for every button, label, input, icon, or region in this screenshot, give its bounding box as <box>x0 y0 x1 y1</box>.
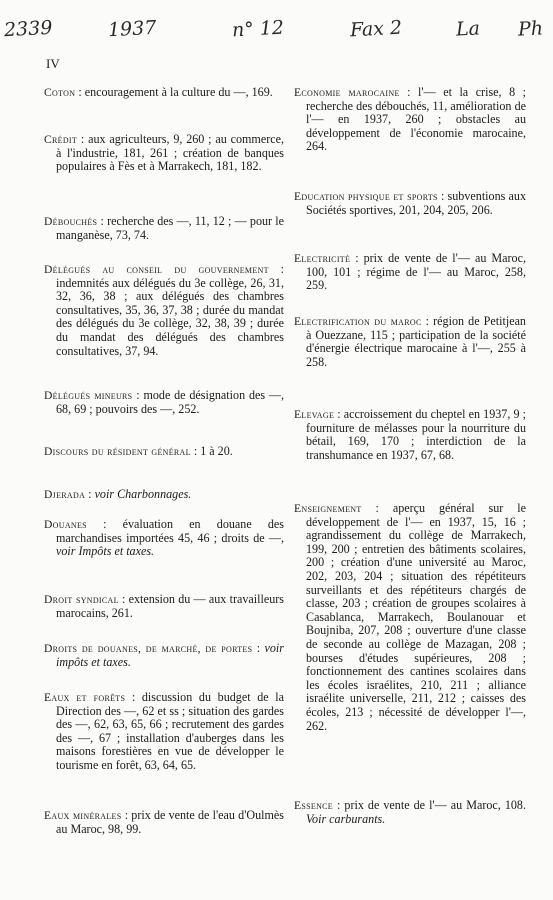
entry-heading: Eaux et forêts <box>44 691 126 704</box>
entry-cross-reference: voir Charbonnages. <box>94 487 192 501</box>
entry-heading: Délégués mineurs <box>44 389 133 402</box>
index-entry <box>44 642 284 669</box>
entry-heading: Droit syndical <box>44 593 119 606</box>
annotation-la: La <box>455 17 481 41</box>
entry-text: : encouragement à la culture du —, 169. <box>75 85 273 99</box>
entry-heading: Essence <box>294 799 333 812</box>
entry-heading: Economie marocaine <box>294 86 400 99</box>
annotation-year: 1937 <box>107 16 157 42</box>
index-entry <box>44 445 284 459</box>
entry-heading: Eaux minérales <box>44 809 122 822</box>
index-entry <box>44 215 284 242</box>
entry-heading: Droits de douanes, de marché, de portes <box>44 642 253 655</box>
entry-text: : évaluation en douane des marchandises importées 45, 46 ; droits de —, <box>56 517 284 545</box>
page-number: IV <box>46 56 60 71</box>
entry-text: : prix de vente de l'— au Maroc, 108. <box>332 798 526 812</box>
entry-cross-reference: Voir carburants. <box>306 811 386 826</box>
entry-heading: Douanes <box>44 518 87 531</box>
entry-heading: Discours du résident général <box>44 445 191 458</box>
index-entry <box>294 190 526 217</box>
entry-text: : aux agriculteurs, 9, 260 ; au commerce, à l'industrie, 181, 261 ; création de banques populaires à Fès et à Marrakech, 181, 182. <box>56 132 284 174</box>
index-entry <box>44 593 284 620</box>
entry-text: : <box>252 641 265 655</box>
index-entry <box>294 502 526 733</box>
entry-text: : subventions aux Sociétés sportives, 201, 204, 205, 206. <box>306 189 526 217</box>
index-entry <box>294 252 526 293</box>
index-entry <box>44 518 284 559</box>
entry-heading: Electricité <box>294 252 351 265</box>
annotation-number: 2339 <box>3 16 53 42</box>
entry-heading: Elevage <box>294 408 335 421</box>
index-entry <box>294 799 526 826</box>
entry-text: : accroissement du cheptel en 1937, 9 ; fourniture de mélasses pour la nourriture du bétail, 169, 170 ; interdiction de la transhumance en 1937, 67, 68. <box>306 407 526 462</box>
entry-text: : extension du — aux travailleurs marocains, 261. <box>56 592 284 620</box>
entry-heading: Délégués au conseil du gouvernement <box>44 263 269 276</box>
entry-text: : recherche des —, 11, 12 ; — pour le manganèse, 73, 74. <box>56 214 284 242</box>
entry-heading: Coton <box>44 86 76 99</box>
annotation-fax: Fax 2 <box>349 16 403 42</box>
entry-text: : <box>85 487 95 501</box>
index-entry <box>44 86 284 100</box>
index-entry <box>44 133 284 174</box>
entry-heading: Crédit <box>44 133 78 146</box>
entry-cross-reference: voir Impôts et taxes. <box>56 544 155 559</box>
entry-text: : indemnités aux délégués du 3e collège, 26, 31, 32, 36, 38 ; aux délégués des chambres consultatives, 35, 36, 37, 38 ; durée du mandat des délégués du 3e collège, 32, 38, 39 ; durée du mandat des délégués des chambres consultatives, 37, 94. <box>56 262 284 358</box>
annotation-issue: n° 12 <box>231 16 285 42</box>
index-entry <box>44 809 284 836</box>
entry-heading: Electrification du maroc <box>294 315 422 328</box>
entry-text: : 1 à 20. <box>190 444 233 458</box>
index-entry <box>294 408 526 462</box>
entry-cross-reference: voir impôts et taxes. <box>56 641 284 669</box>
entry-heading: Enseignement <box>294 502 362 515</box>
entry-text: : discussion du budget de la Direction des —, 62 et ss ; situation des gardes des —, 62, 63, 65, 66 ; recrutement des gardes des —, 67 ; installation d'auberges dans les maisons forestières en vue de développer le tourisme en forêt, 63, 64, 65. <box>56 690 284 772</box>
index-entry <box>294 86 526 154</box>
index-entry <box>44 691 284 773</box>
entry-text: : prix de vente de l'eau d'Oulmès au Maroc, 98, 99. <box>56 808 284 836</box>
entry-text: : mode de désignation des —, 68, 69 ; pouvoirs des —, 252. <box>56 388 284 416</box>
entry-heading: Débouchés <box>44 215 98 228</box>
entry-heading: Djerada <box>44 488 86 501</box>
index-entry <box>44 263 284 358</box>
entry-text: : l'— et la crise, 8 ; recherche des débouchés, 11, amélioration de l'— en 1937, 260 ; obstacles au développement de l'économie marocaine, 264. <box>306 85 526 154</box>
index-entry <box>44 389 284 416</box>
annotation-ph: Ph <box>517 17 544 41</box>
entry-heading: Education physique et sports <box>294 190 438 203</box>
entry-text: : prix de vente de l'— au Maroc, 100, 101 ; régime de l'— au Maroc, 258, 259. <box>306 251 526 293</box>
index-entry <box>294 315 526 369</box>
entry-text: : aperçu général sur le développement de l'— en 1937, 15, 16 ; agrandissement du collège de Marrakech, 199, 200 ; entretien des bâtiments scolaires, 200 ; création d'une université au Maroc, 202, 203, 204 ; situation des répétiteurs surveillants et des répétiteurs chargés de classe, 203 ; création de groupes scolaires à Casablanca, Marrakech, Boulanouar et Boujniba, 207, 208 ; ouverture d'une classe de seconde au collège de Mazagan, 208 ; bourses d'études supérieures, 208 ; fonctionnement des cantines scolaires dans les écoles israélites, 210, 211 ; alliance israélite universelle, 211, 212 ; caisses des écoles, 213 ; nécessité de développer l'—, 262. <box>306 501 526 733</box>
entry-text: : région de Petitjean à Ouezzane, 115 ; participation de la société d'énergie électrique marocaine à l'—, 255 à 258. <box>306 314 526 369</box>
index-entry <box>44 488 284 502</box>
